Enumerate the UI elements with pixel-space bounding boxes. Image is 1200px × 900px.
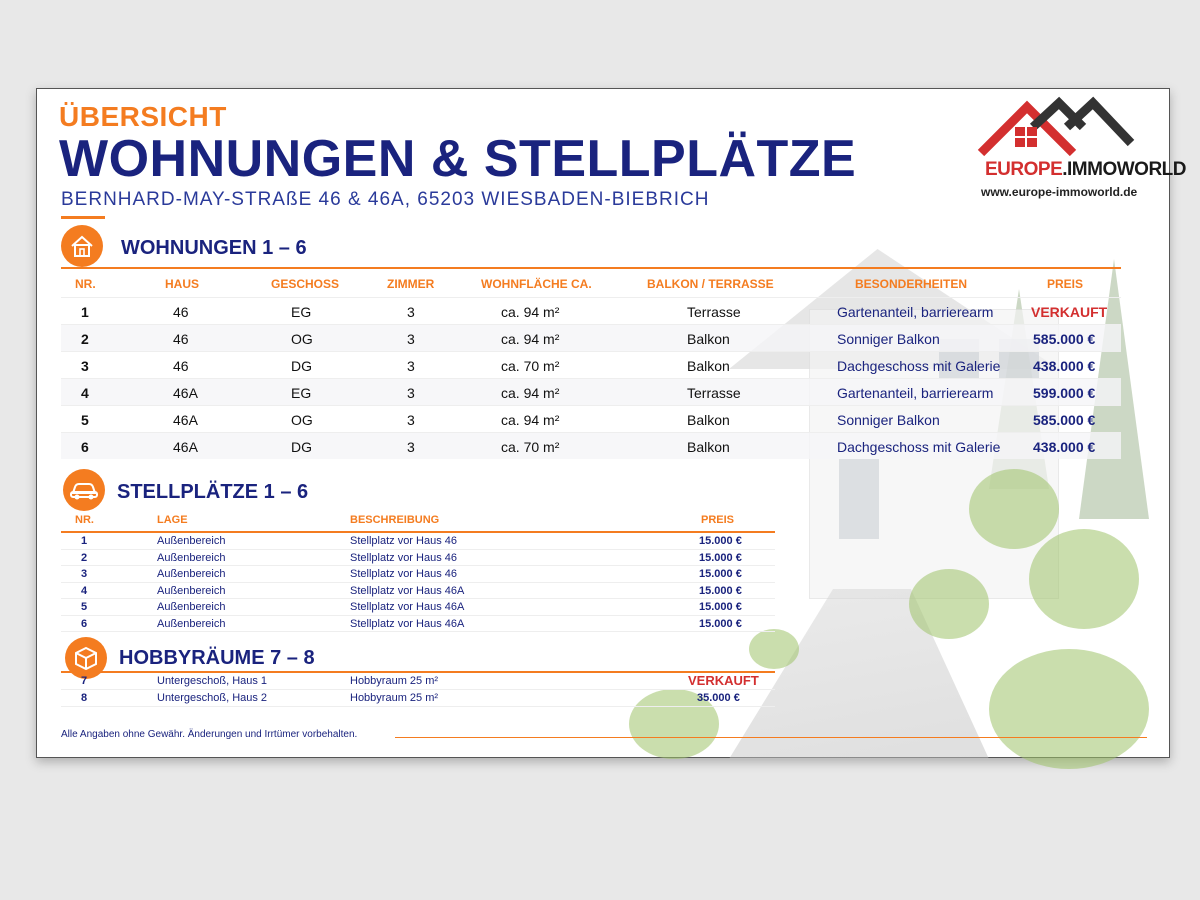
apartment-besonderheiten: Sonniger Balkon bbox=[837, 412, 940, 428]
apartment-besonderheiten: Dachgeschoss mit Galerie bbox=[837, 358, 1001, 374]
apartment-haus: 46 bbox=[173, 358, 189, 374]
col-geschoss: GESCHOSS bbox=[271, 277, 340, 291]
apartment-besonderheiten: Sonniger Balkon bbox=[837, 331, 940, 347]
apartment-haus: 46 bbox=[173, 304, 189, 320]
apartment-zimmer: 3 bbox=[407, 412, 415, 428]
apartment-balkon: Terrasse bbox=[687, 385, 741, 401]
car-icon bbox=[63, 469, 105, 511]
apartment-flaeche: ca. 94 m² bbox=[501, 412, 560, 428]
apartment-nr: 4 bbox=[81, 385, 89, 401]
sold-badge: VERKAUFT bbox=[688, 673, 759, 688]
apartment-flaeche: ca. 94 m² bbox=[501, 331, 560, 347]
hobby-room-nr: 8 bbox=[81, 692, 88, 704]
parking-beschreibung: Stellplatz vor Haus 46 bbox=[350, 551, 457, 564]
apartment-balkon: Balkon bbox=[687, 331, 730, 347]
apartment-row bbox=[61, 405, 1121, 432]
parking-nr: 6 bbox=[81, 617, 88, 630]
hobby-room-row bbox=[61, 690, 775, 707]
parking-lage: Außenbereich bbox=[157, 584, 226, 597]
apartment-zimmer: 3 bbox=[407, 304, 415, 320]
hobby-room-lage: Untergeschoß, Haus 1 bbox=[157, 675, 268, 687]
apartment-balkon: Balkon bbox=[687, 412, 730, 428]
col-preis: PREIS bbox=[1047, 277, 1084, 291]
col-lage: LAGE bbox=[157, 514, 188, 526]
apartment-balkon: Balkon bbox=[687, 439, 730, 455]
apartment-zimmer: 3 bbox=[407, 358, 415, 374]
parking-beschreibung: Stellplatz vor Haus 46 bbox=[350, 568, 457, 580]
footer-divider bbox=[395, 737, 1147, 738]
hobby-room-price: 35.000 € bbox=[697, 692, 740, 704]
parking-price: 15.000 € bbox=[699, 601, 742, 613]
apartment-price: 438.000 € bbox=[1033, 358, 1096, 374]
parking-beschreibung: Stellplatz vor Haus 46A bbox=[350, 601, 465, 613]
parking-lage: Außenbereich bbox=[157, 551, 226, 564]
apartment-besonderheiten: Gartenanteil, barrierearm bbox=[837, 304, 994, 320]
parking-section-title: STELLPLÄTZE 1 – 6 bbox=[117, 481, 309, 503]
apartment-geschoss: EG bbox=[291, 385, 312, 401]
apartment-price: 585.000 € bbox=[1033, 412, 1096, 428]
col-nr: NR. bbox=[75, 514, 94, 526]
parking-table bbox=[61, 509, 775, 632]
parking-nr: 3 bbox=[81, 568, 88, 580]
col-besonderheiten: BESONDERHEITEN bbox=[855, 277, 968, 291]
page-title: WOHNUNGEN & STELLPLÄTZE bbox=[59, 130, 857, 188]
parking-row bbox=[61, 566, 775, 583]
apartment-zimmer: 3 bbox=[407, 439, 415, 455]
parking-price: 15.000 € bbox=[699, 584, 742, 597]
hobby-room-beschreibung: Hobbyraum 25 m² bbox=[350, 692, 439, 704]
parking-beschreibung: Stellplatz vor Haus 46A bbox=[350, 584, 465, 597]
hobby-room-beschreibung: Hobbyraum 25 m² bbox=[350, 675, 439, 687]
apartments-section-title: WOHNUNGEN 1 – 6 bbox=[121, 237, 307, 259]
apartment-geschoss: DG bbox=[291, 358, 312, 374]
parking-price: 15.000 € bbox=[699, 551, 742, 564]
parking-nr: 1 bbox=[81, 535, 88, 547]
address-underline bbox=[61, 216, 105, 219]
apartment-nr: 5 bbox=[81, 412, 89, 428]
apartment-zimmer: 3 bbox=[407, 331, 415, 347]
apartment-balkon: Terrasse bbox=[687, 304, 741, 320]
disclaimer: Alle Angaben ohne Gewähr. Änderungen und Irrtümer vorbehalten. bbox=[61, 729, 358, 740]
col-haus: HAUS bbox=[165, 277, 200, 291]
apartment-besonderheiten: Gartenanteil, barrierearm bbox=[837, 385, 994, 401]
parking-row bbox=[61, 550, 775, 567]
apartment-price: 599.000 € bbox=[1033, 385, 1096, 401]
col-beschreibung: BESCHREIBUNG bbox=[350, 514, 440, 526]
logo-wordmark: EUROPE.IMMOWORLD bbox=[985, 159, 1187, 180]
apartment-price: 438.000 € bbox=[1033, 439, 1096, 455]
col-preis: PREIS bbox=[701, 514, 735, 526]
property-address: BERNHARD-MAY-STRAßE 46 & 46A, 65203 WIESBADEN-BIEBRICH bbox=[61, 189, 710, 210]
parking-nr: 5 bbox=[81, 601, 88, 613]
hobby-rooms-section-title: HOBBYRÄUME 7 – 8 bbox=[119, 647, 315, 669]
parking-price: 15.000 € bbox=[699, 617, 742, 630]
overview-label: ÜBERSICHT bbox=[59, 101, 227, 132]
parking-price: 15.000 € bbox=[699, 568, 742, 580]
apartment-geschoss: EG bbox=[291, 304, 312, 320]
apartment-price: 585.000 € bbox=[1033, 331, 1096, 347]
apartment-besonderheiten: Dachgeschoss mit Galerie bbox=[837, 439, 1001, 455]
parking-nr: 2 bbox=[81, 551, 88, 564]
apartment-flaeche: ca. 70 m² bbox=[501, 358, 560, 374]
parking-lage: Außenbereich bbox=[157, 617, 226, 630]
apartment-nr: 3 bbox=[81, 358, 89, 374]
col-nr: NR. bbox=[75, 277, 96, 291]
hobby-room-row bbox=[61, 673, 775, 690]
parking-lage: Außenbereich bbox=[157, 601, 226, 613]
hobby-room-nr: 7 bbox=[81, 675, 88, 687]
apartment-geschoss: OG bbox=[291, 331, 313, 347]
apartment-flaeche: ca. 94 m² bbox=[501, 385, 560, 401]
col-zimmer: ZIMMER bbox=[387, 277, 435, 291]
apartment-nr: 2 bbox=[81, 331, 89, 347]
website-url: www.europe-immoworld.de bbox=[981, 185, 1138, 199]
parking-beschreibung: Stellplatz vor Haus 46A bbox=[350, 617, 465, 630]
col-wohnflaeche: WOHNFLÄCHE CA. bbox=[481, 277, 592, 291]
company-logo bbox=[977, 97, 1187, 199]
apartment-nr: 1 bbox=[81, 304, 89, 320]
apartment-row bbox=[61, 432, 1121, 459]
sold-badge: VERKAUFT bbox=[1031, 304, 1108, 320]
parking-row bbox=[61, 533, 775, 550]
roof-logo-icon bbox=[977, 97, 1137, 161]
apartment-flaeche: ca. 94 m² bbox=[501, 304, 560, 320]
hobby-room-lage: Untergeschoß, Haus 2 bbox=[157, 692, 268, 704]
parking-beschreibung: Stellplatz vor Haus 46 bbox=[350, 535, 457, 547]
house-icon bbox=[61, 225, 103, 267]
apartment-nr: 6 bbox=[81, 439, 89, 455]
apartment-haus: 46A bbox=[173, 412, 198, 428]
apartment-zimmer: 3 bbox=[407, 385, 415, 401]
parking-price: 15.000 € bbox=[699, 535, 742, 547]
col-balkon: BALKON / TERRASSE bbox=[647, 277, 774, 291]
parking-lage: Außenbereich bbox=[157, 568, 226, 580]
apartment-geschoss: OG bbox=[291, 412, 313, 428]
listing-board bbox=[36, 88, 1187, 758]
apartment-haus: 46 bbox=[173, 331, 189, 347]
parking-nr: 4 bbox=[81, 584, 88, 597]
apartment-row bbox=[61, 324, 1121, 351]
apartment-haus: 46A bbox=[173, 385, 198, 401]
apartment-geschoss: DG bbox=[291, 439, 312, 455]
apartments-table-header bbox=[61, 267, 1121, 297]
parking-row bbox=[61, 599, 775, 616]
apartment-balkon: Balkon bbox=[687, 358, 730, 374]
parking-lage: Außenbereich bbox=[157, 535, 226, 547]
apartment-row bbox=[61, 297, 1121, 324]
apartment-row bbox=[61, 351, 1121, 378]
parking-row bbox=[61, 616, 775, 633]
apartment-flaeche: ca. 70 m² bbox=[501, 439, 560, 455]
parking-row bbox=[61, 583, 775, 600]
hobby-rooms-table bbox=[61, 671, 775, 707]
apartment-row bbox=[61, 378, 1121, 405]
apartment-haus: 46A bbox=[173, 439, 198, 455]
apartments-table bbox=[61, 267, 1121, 459]
parking-table-header bbox=[61, 509, 775, 533]
